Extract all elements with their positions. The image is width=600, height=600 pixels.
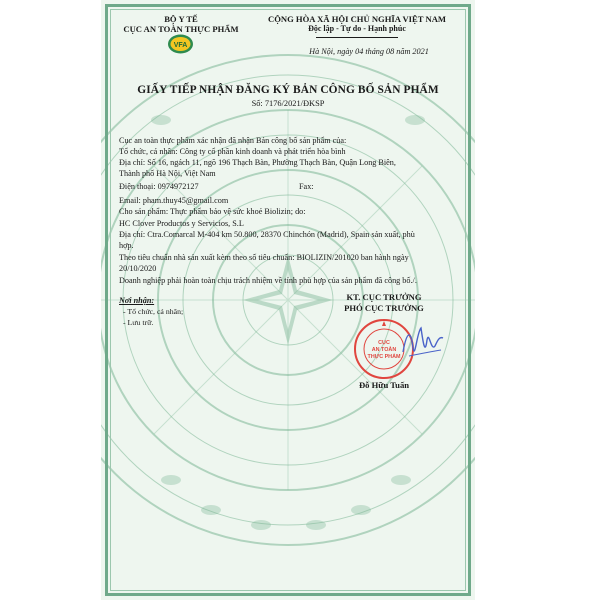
recipients-heading: Nơi nhận: <box>119 296 155 305</box>
logo-text: VFA <box>173 42 188 49</box>
svg-text:AN TOÀN: AN TOÀN <box>371 347 397 353</box>
handwritten-signature <box>399 322 447 366</box>
standard-line-1: Theo tiêu chuẩn nhà sản xuất kèm theo số tiêu chuẩn: BIOLIZIN/201020 ban hành ngày <box>119 253 409 262</box>
national-motto: Độc lập - Tự do - Hạnh phúc <box>308 24 406 33</box>
recipient-item: - Tổ chức, cá nhân; <box>123 307 184 316</box>
intro-line: Cục an toàn thực phẩm xác nhận đã nhận Bản công bố sản phẩm của: <box>119 136 347 145</box>
manufacturer-line: HC Clover Productos y Servicios, S.L <box>119 219 244 228</box>
document-number: Số: 7176/2021/ĐKSP <box>251 99 325 108</box>
country-name: CỘNG HÒA XÃ HỘI CHỦ NGHĨA VIỆT NAM <box>267 14 447 24</box>
manufacturer-address-2: hợp. <box>119 241 134 250</box>
fax-line: Fax: <box>299 182 314 191</box>
motto-underline <box>316 37 398 38</box>
address-line-1: Địa chỉ: Số 16, ngách 11, ngõ 196 Thạch Bàn, Phường Thạch Bàn, Quận Long Biên, <box>119 158 396 167</box>
agency-name: CỤC AN TOÀN THỰC PHẨM <box>123 24 239 34</box>
standard-line-2: 20/10/2020 <box>119 264 157 273</box>
manufacturer-address-1: Địa chỉ: Ctra.Comarcal M-404 km 50.800, 28370 Chinchón (Madrid), Spain sản xuất, phù <box>119 230 415 239</box>
place-date: Hà Nội, ngày 04 tháng 08 năm 2021 <box>309 47 429 56</box>
organization-line: Tổ chức, cá nhân: Công ty cổ phần kinh doanh và phát triển hòa bình <box>119 147 346 156</box>
address-line-2: Thành phố Hà Nội, Việt Nam <box>119 169 216 178</box>
recipient-item: - Lưu trữ. <box>123 318 154 327</box>
ministry-name: BỘ Y TẾ <box>164 14 198 24</box>
phone-line: Điện thoại: 0974972127 <box>119 182 199 191</box>
email-line: Email: pham.thuy45@gmail.com <box>119 196 229 205</box>
vfa-logo-icon <box>167 33 194 55</box>
signer-name: Đỗ Hữu Tuấn <box>358 380 410 390</box>
signature-title-1: KT. CỤC TRƯỞNG <box>346 292 422 302</box>
svg-text:THỰC PHẨM: THỰC PHẨM <box>367 354 401 360</box>
responsibility-line: Doanh nghiệp phải hoàn toàn chịu trách nhiệm về tính phù hợp của sản phẩm đã công bố./. <box>119 276 417 285</box>
document-title: GIẤY TIẾP NHẬN ĐĂNG KÝ BẢN CÔNG BỐ SẢN PHẨM <box>137 84 439 96</box>
product-line: Cho sản phẩm: Thực phẩm bảo vệ sức khoẻ Biolizin; do: <box>119 207 306 216</box>
signature-title-2: PHÓ CỤC TRƯỞNG <box>344 303 424 313</box>
svg-text:CỤC: CỤC <box>378 340 390 346</box>
certificate-document <box>101 0 475 600</box>
